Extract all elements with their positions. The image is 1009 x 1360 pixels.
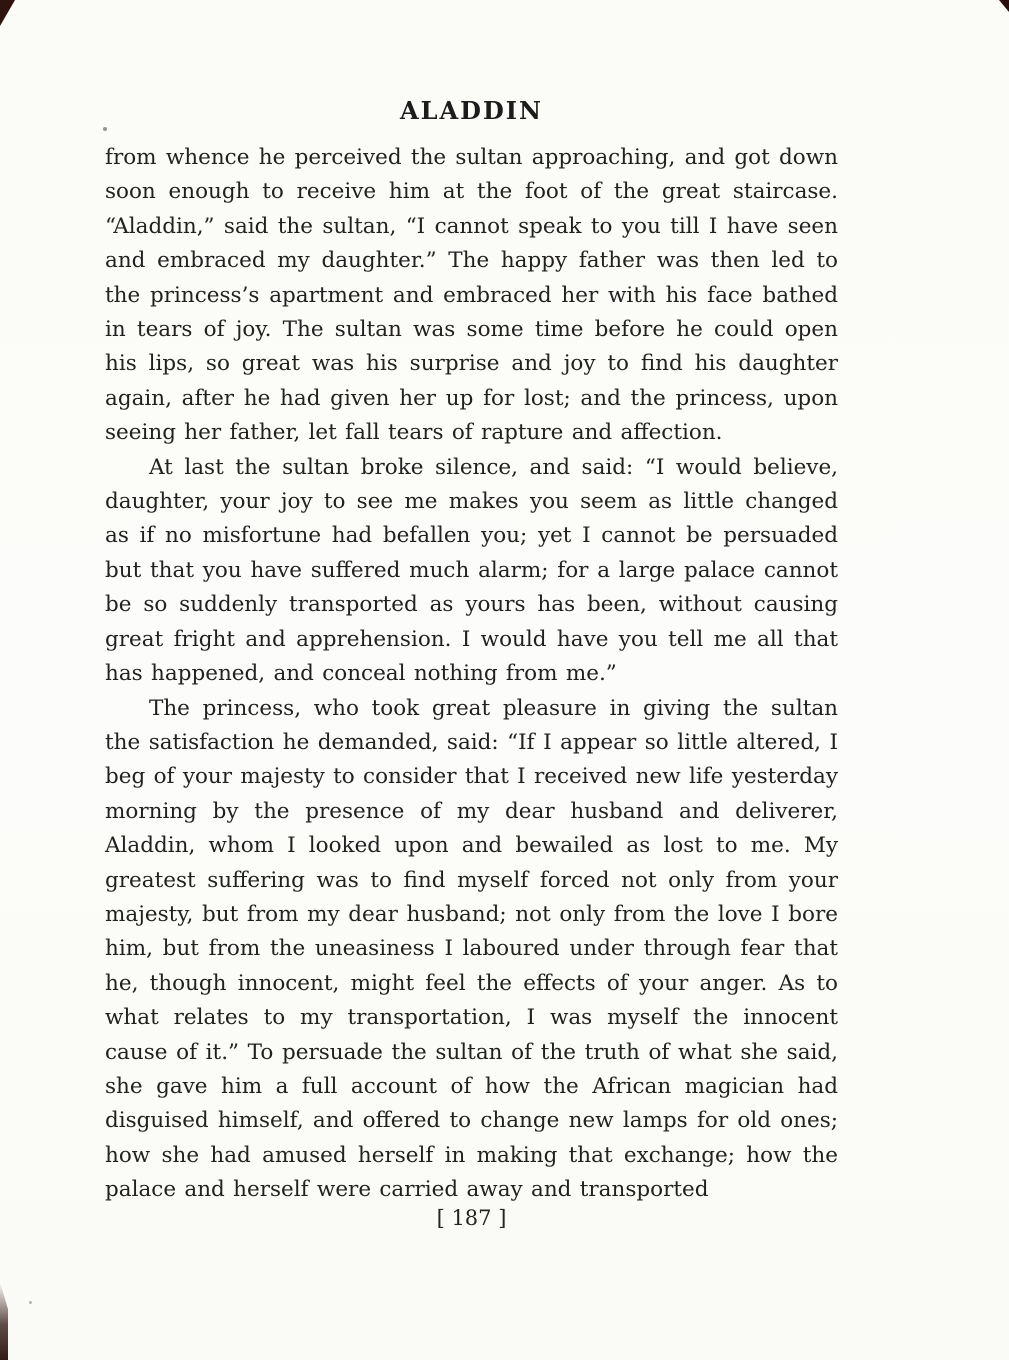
- page-header-title: ALADDIN: [400, 96, 543, 125]
- body-paragraph-2: At last the sultan broke silence, and said: “I would believe, daughter, your joy to see me makes you seem as little changed as if no misfortune had befallen you; yet I cannot be persuaded but that you have suffered much alarm; for a large palace cannot be so suddenly transported as yours has been, without causing great fright and apprehension. I would have you tell me all that has happened, and conceal nothing from me.”: [105, 454, 838, 687]
- scan-artifact-bottom-left-edge: [0, 1282, 8, 1360]
- page-number: [ 187 ]: [436, 1206, 507, 1230]
- body-paragraph-1: from whence he perceived the sultan approaching, and got down soon enough to receive him at the foot of the great staircase. “Aladdin,” said the sultan, “I cannot speak to you till I have seen and embraced my daughter.” The happy father was then led to the princess’s apartment and embraced her with his face bathed in tears of joy. The sultan was some time before he could open his lips, so great was his surprise and joy to find his daughter again, after he had given her up for lost; and the princess, upon seeing her father, let fall tears of rapture and affection.: [105, 145, 838, 446]
- scan-artifact-top-right-corner: [999, 0, 1009, 12]
- scan-artifact-top-left-corner: [0, 0, 15, 26]
- body-paragraph-3: The princess, who took great pleasure in giving the sultan the satisfaction he demanded, said: “If I appear so little altered, I beg of your majesty to consider that I received new life yesterday morning by the presence of my dear husband and deliverer, Aladdin, whom I looked upon and bewailed as lost to me. My greatest suffering was to find myself forced not only from your majesty, but from my dear husband; not only from the love I bore him, but from the uneasiness I laboured under through fear that he, though innocent, might feel the effects of your anger. As to what relates to my transportation, I was myself the innocent cause of it.” To persuade the sultan of the truth of what she said, she gave him a full account of how the African magician had disguised himself, and offered to change new lamps for old ones; how she had amused herself in making that exchange; how the palace and herself were carried away and transported: [105, 695, 838, 1203]
- scan-speck: [29, 1301, 32, 1304]
- text-column: [105, 96, 838, 1208]
